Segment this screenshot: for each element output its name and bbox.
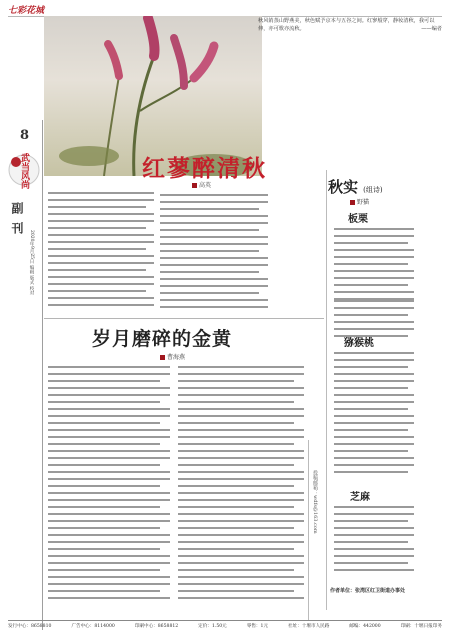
contact-strip: 投稿邮箱：wdfs@163.com (312, 470, 318, 534)
footer-rule (8, 620, 442, 621)
subtitle-chestnut: 板栗 (348, 214, 368, 225)
section-name: 副刊 (10, 202, 24, 242)
article3-col-right (178, 366, 304, 606)
poem-sesame (334, 506, 414, 580)
footer-item: 广告中心：8114000 (71, 624, 115, 629)
intro-poem: 秋风销蒸山野燕美，秋色赋予京本与五谷之间。红寥般穿，静妆清秋，我可以伸，亦可歌亦流秋。 (258, 18, 435, 32)
article3-top-rule (44, 318, 324, 319)
poem-kiwi (334, 352, 414, 482)
article3-byline (160, 352, 185, 361)
article3-title: 岁月磨碎的金黄 (92, 328, 233, 350)
edition-info: 2020年9月25日 编辑 版式 校对 (29, 230, 34, 295)
article1-author: 高英 (199, 182, 212, 189)
intro-signature: ——编者 (421, 25, 442, 32)
article2-title-block (328, 176, 383, 197)
byline-square-icon-2 (350, 200, 355, 205)
article2-author: 野猫 (357, 199, 370, 206)
article2-title-suffix: (组诗) (363, 186, 383, 194)
footer-item: 社址：十堰市人民路 (288, 624, 330, 629)
footer-item: 印刷中心：8658812 (134, 624, 179, 629)
poem-chestnut (334, 228, 414, 298)
article2-byline (350, 197, 369, 206)
article2-title: 秋实 (328, 178, 359, 196)
footer-item: 发行中心：8658810 (8, 624, 52, 629)
page-number: 8 (20, 128, 30, 143)
byline-square-icon (192, 183, 197, 188)
poet-note: 作者单位：张湾区红卫街道办事处 (330, 588, 406, 594)
intro-text (258, 18, 442, 50)
article3-author: 曹海燕 (167, 354, 186, 361)
article1-col-mid (160, 194, 268, 294)
footer-bar (8, 623, 442, 635)
byline-square-icon-3 (160, 355, 165, 360)
right-col-divider (326, 170, 327, 610)
subtitle-sesame: 芝麻 (350, 492, 370, 503)
masthead-badge (8, 150, 41, 190)
article1-title: 红蓼醉清秋 (142, 155, 267, 182)
masthead-small-text: 武当风尚 (19, 153, 29, 189)
masthead-divider (42, 120, 43, 630)
footer-item: 邮编：442000 (349, 624, 381, 629)
contact-divider (308, 440, 309, 620)
footer-item: 零售：1元 (246, 624, 269, 629)
article3-col-left (48, 366, 170, 606)
header-logo: 七彩花城 (8, 6, 45, 16)
article1-byline (192, 180, 211, 189)
subtitle-kiwi: 猕猴桃 (344, 338, 374, 349)
article1-col-left (48, 192, 154, 306)
footer-item: 定价：1.50元 (198, 624, 227, 629)
footer-item: 印刷：十堰日报印务 (400, 624, 442, 629)
